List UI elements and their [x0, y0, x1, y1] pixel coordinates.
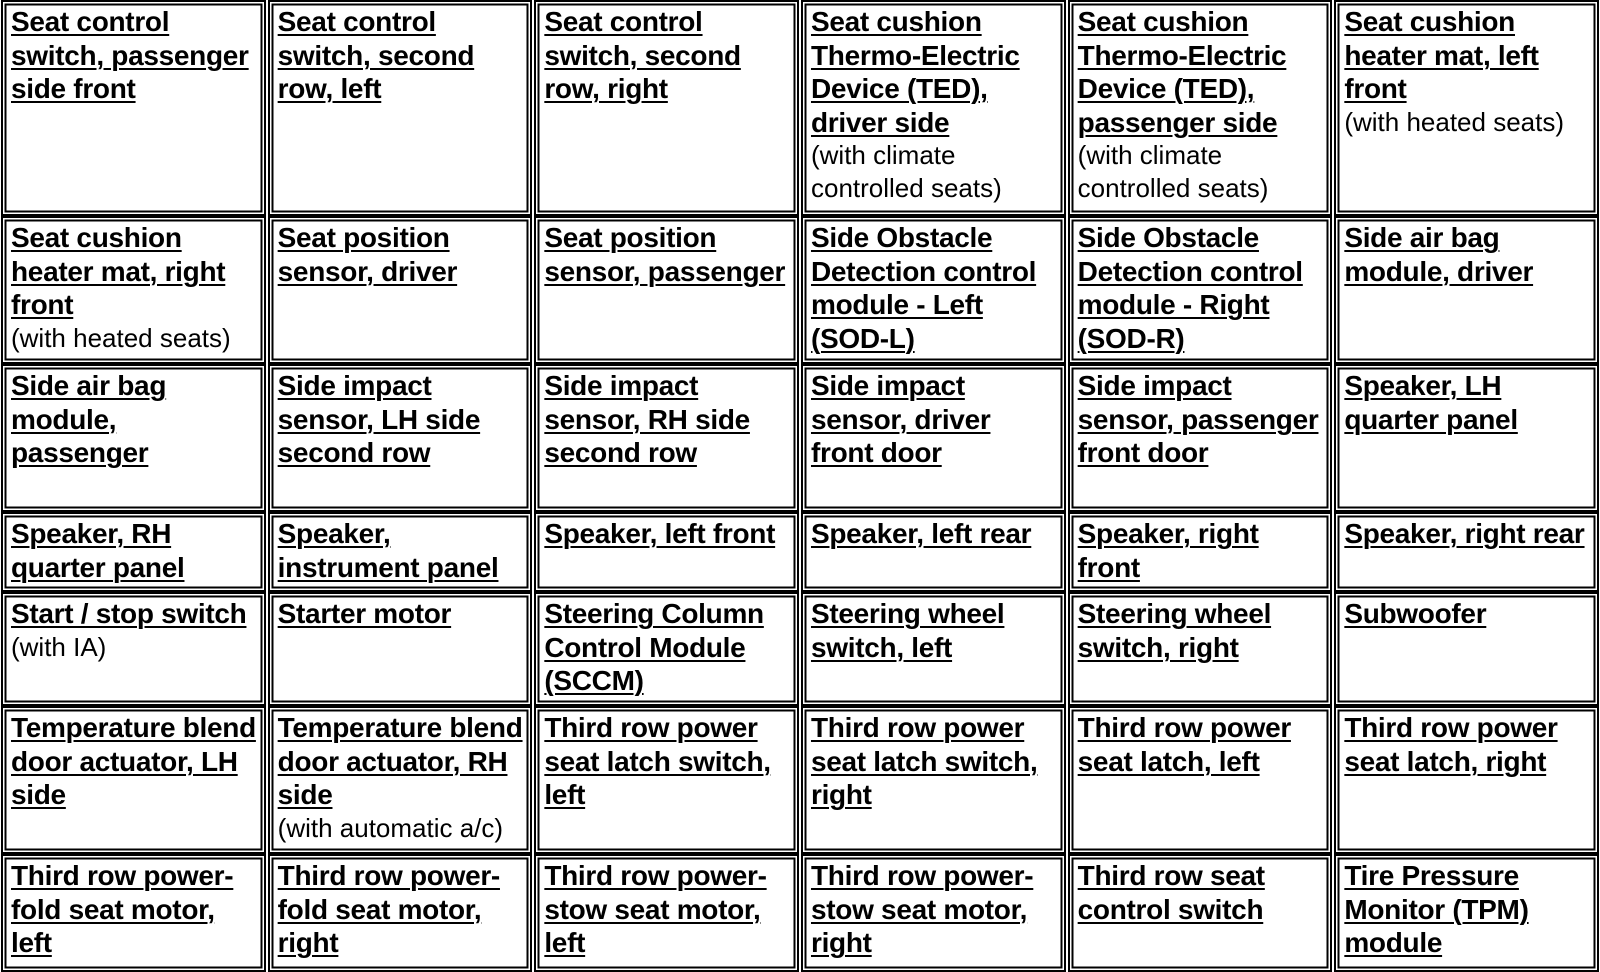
table-cell	[534, 706, 799, 854]
table-cell	[1334, 592, 1599, 706]
component-link[interactable]: Third row power-fold seat motor, left	[11, 860, 234, 958]
component-link[interactable]: Starter motor	[277, 598, 452, 629]
component-link[interactable]: Side Obstacle Detection control module - Right (SOD-R)	[1077, 222, 1303, 354]
component-link[interactable]: Tire Pressure Monitor (TPM) module	[1344, 860, 1529, 958]
table-cell	[534, 364, 799, 512]
component-link[interactable]: Third row power-fold seat motor, right	[277, 860, 500, 958]
component-link[interactable]: Side impact sensor, RH side second row	[544, 370, 750, 468]
table-cell	[268, 0, 533, 216]
table-cell	[1068, 592, 1333, 706]
component-link[interactable]: Start / stop switch	[11, 598, 247, 629]
table-cell	[1, 364, 266, 512]
table-cell	[1068, 216, 1333, 364]
component-link[interactable]: Side air bag module, driver	[1344, 222, 1534, 287]
component-link[interactable]: Speaker, right front	[1077, 518, 1259, 583]
table-cell	[534, 0, 799, 216]
table-cell	[1334, 364, 1599, 512]
component-link[interactable]: Seat position sensor, driver	[277, 222, 458, 287]
component-link[interactable]: Seat control switch, passenger side front	[11, 6, 249, 104]
component-link[interactable]: Seat cushion heater mat, left front	[1344, 6, 1539, 104]
component-link[interactable]: Seat control switch, second row, left	[277, 6, 475, 104]
component-link[interactable]: Side impact sensor, passenger front door	[1077, 370, 1319, 468]
table-cell	[1, 592, 266, 706]
component-link[interactable]: Third row power seat latch, left	[1077, 712, 1291, 777]
component-note: (with climate controlled seats)	[810, 140, 1002, 203]
component-link[interactable]: Side air bag module, passenger	[11, 370, 167, 468]
component-note: (with heated seats)	[11, 322, 231, 353]
table-cell	[534, 592, 799, 706]
table-cell	[1, 512, 266, 592]
component-link[interactable]: Seat cushion Thermo-Electric Device (TED), passenger side	[1077, 6, 1287, 138]
table-cell	[1334, 0, 1599, 216]
component-link[interactable]: Third row power seat latch switch, left	[544, 712, 771, 810]
table-cell	[1068, 364, 1333, 512]
table-cell	[1, 216, 266, 364]
component-link[interactable]: Third row power-stow seat motor, left	[544, 860, 767, 958]
table-cell	[1, 0, 266, 216]
table-cell	[1334, 512, 1599, 592]
table-cell	[1068, 854, 1333, 972]
table-cell	[801, 592, 1066, 706]
component-link[interactable]: Steering Column Control Module (SCCM)	[544, 598, 764, 696]
component-note: (with heated seats)	[1344, 106, 1564, 137]
component-note: (with climate controlled seats)	[1077, 140, 1269, 203]
component-link[interactable]: Speaker, RH quarter panel	[11, 518, 185, 583]
component-link[interactable]: Third row power seat latch switch, right	[810, 712, 1038, 810]
component-link[interactable]: Steering wheel switch, left	[810, 598, 1005, 663]
table-cell	[1068, 0, 1333, 216]
table-cell	[801, 512, 1066, 592]
table-cell	[1334, 706, 1599, 854]
table-cell	[1068, 512, 1333, 592]
table-cell	[801, 0, 1066, 216]
component-link[interactable]: Subwoofer	[1344, 598, 1487, 629]
component-link[interactable]: Steering wheel switch, right	[1077, 598, 1272, 663]
component-link[interactable]: Third row power-stow seat motor, right	[810, 860, 1034, 958]
table-cell	[268, 512, 533, 592]
component-link[interactable]: Seat position sensor, passenger	[544, 222, 786, 287]
component-note: (with IA)	[11, 631, 107, 662]
table-cell	[801, 364, 1066, 512]
table-cell	[268, 364, 533, 512]
table-cell	[268, 592, 533, 706]
component-link[interactable]: Speaker, left front	[544, 518, 776, 549]
table-cell	[1, 854, 266, 972]
component-link[interactable]: Side impact sensor, LH side second row	[277, 370, 481, 468]
component-link[interactable]: Seat cushion Thermo-Electric Device (TED), driver side	[810, 6, 1020, 138]
table-cell	[1068, 706, 1333, 854]
table-cell	[1334, 216, 1599, 364]
table-cell	[534, 854, 799, 972]
component-note: (with automatic a/c)	[277, 812, 504, 843]
component-link[interactable]: Third row power seat latch, right	[1344, 712, 1558, 777]
table-cell	[1334, 854, 1599, 972]
component-link[interactable]: Speaker, left rear	[810, 518, 1032, 549]
component-link[interactable]: Side impact sensor, driver front door	[810, 370, 991, 468]
component-link[interactable]: Speaker, instrument panel	[277, 518, 499, 583]
component-link[interactable]: Seat control switch, second row, right	[544, 6, 741, 104]
table-cell	[801, 706, 1066, 854]
table-cell	[1, 706, 266, 854]
table-cell	[268, 706, 533, 854]
table-cell	[268, 854, 533, 972]
component-link[interactable]: Speaker, right rear	[1344, 518, 1585, 549]
table-cell	[801, 216, 1066, 364]
component-link[interactable]: Third row seat control switch	[1077, 860, 1265, 925]
component-link[interactable]: Speaker, LH quarter panel	[1344, 370, 1518, 435]
component-link[interactable]: Temperature blend door actuator, RH side	[277, 712, 523, 810]
component-link[interactable]: Seat cushion heater mat, right front	[11, 222, 226, 320]
component-link[interactable]: Side Obstacle Detection control module - Left (SOD-L)	[810, 222, 1037, 354]
table-cell	[268, 216, 533, 364]
table-cell	[801, 854, 1066, 972]
table-cell	[534, 512, 799, 592]
component-link[interactable]: Temperature blend door actuator, LH side	[11, 712, 256, 810]
table-cell	[534, 216, 799, 364]
